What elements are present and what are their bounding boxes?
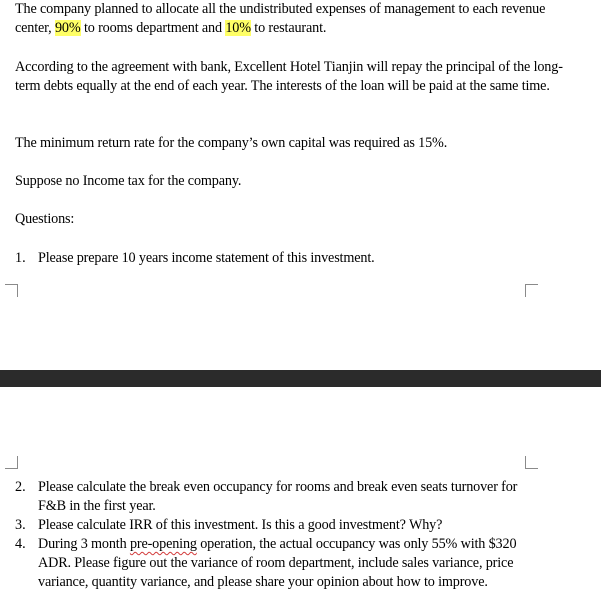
margin-mark-top-right xyxy=(525,456,538,469)
margin-mark-bottom-right xyxy=(525,284,538,297)
questions-heading: Questions: xyxy=(15,211,75,227)
highlight-restaurant-percent: 10% xyxy=(225,20,251,36)
page-separator xyxy=(0,370,601,387)
question-4-text xyxy=(38,535,538,592)
question-3-number: 3. xyxy=(15,517,26,533)
question-1-text: Please prepare 10 years income statement of this investment. xyxy=(38,250,375,266)
paragraph-loan-repayment: According to the agreement with bank, Excellent Hotel Tianjin will repay the principal of the long-term debts equally at the end of each year. The interests of the loan will be paid at the same time. xyxy=(15,59,563,94)
spellcheck-flagged-word: pre-opening xyxy=(129,536,197,552)
question-1-number: 1. xyxy=(15,250,26,266)
paragraph-min-return: The minimum return rate for the company’s own capital was required as 15%. xyxy=(15,135,448,151)
question-4-text-start: During 3 month xyxy=(38,536,130,552)
allocation-text-start: The company planned to allocate all the undistributed expenses of management to each revenue center, xyxy=(15,1,546,36)
paragraph-no-tax: Suppose no Income tax for the company. xyxy=(15,173,242,189)
allocation-text-middle: to rooms department and xyxy=(80,20,226,36)
question-3-text: Please calculate IRR of this investment. Is this a good investment? Why? xyxy=(38,517,443,533)
allocation-text-end: to restaurant. xyxy=(250,20,327,36)
question-4-number: 4. xyxy=(15,536,26,552)
highlight-rooms-percent: 90% xyxy=(54,20,81,36)
paragraph-allocation xyxy=(15,0,575,38)
margin-mark-top-left xyxy=(5,456,18,469)
margin-mark-bottom-left xyxy=(5,284,18,297)
question-2-text: Please calculate the break even occupancy for rooms and break even seats turnover for F&B in the first year. xyxy=(38,479,518,514)
question-4-text-end: operation, the actual occupancy was only 55% with $320 ADR. Please figure out the variance of room department, include sales variance, price variance, quantity variance, and please share your opinion about how to improve. xyxy=(38,536,517,590)
question-2-number: 2. xyxy=(15,479,26,495)
